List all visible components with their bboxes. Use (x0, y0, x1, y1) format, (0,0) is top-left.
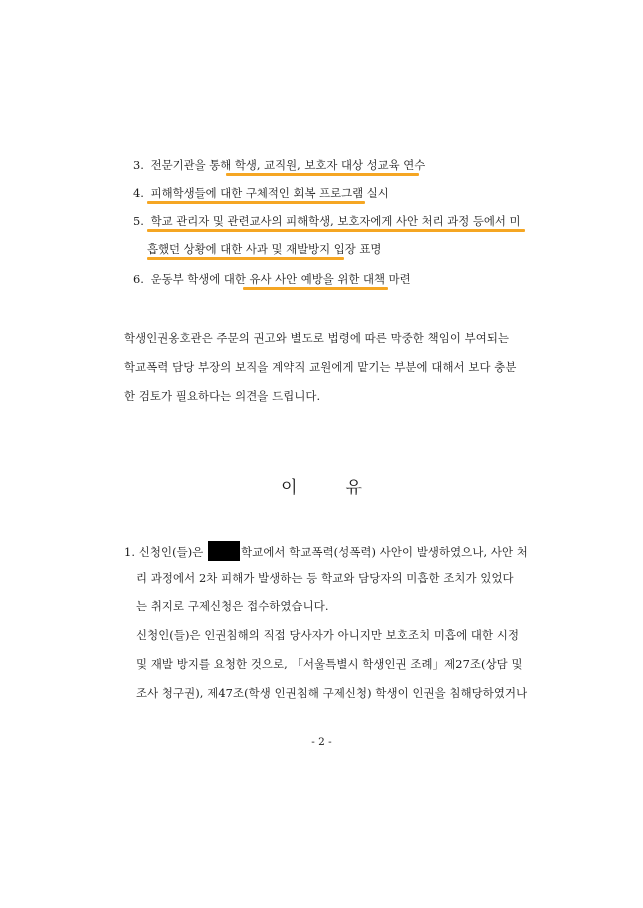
opinion-line-1: 학생인권옹호관은 주문의 권고와 별도로 법령에 따른 막중한 책임이 부여되는 (124, 331, 510, 345)
highlight-underline (147, 257, 344, 260)
opinion-line-3: 한 검토가 필요하다는 의견을 드립니다. (124, 389, 321, 403)
opinion-line-2: 학교폭력 담당 부장의 보직을 계약직 교원에게 맡기는 부분에 대해서 보다 충분 (124, 360, 517, 374)
reason-line-5: 및 재발 방지를 요청한 것으로, 「서울특별시 학생인권 조례」제27조(상담 및 (136, 657, 523, 671)
highlight-underline (147, 229, 525, 232)
page-number: - 2 - (311, 736, 332, 748)
redaction-box (208, 541, 240, 561)
list-item-6: 6. 운동부 학생에 대한 유사 사안 예방을 위한 대책 마련 (133, 272, 411, 286)
highlight-underline (147, 201, 365, 204)
highlighted-text: 학생, 교직원, 보호자 대상 성교육 (234, 158, 400, 172)
list-item-4: 4. 피해학생들에 대한 구체적인 회복 프로그램 실시 (133, 186, 389, 200)
highlighted-text: 흡했던 상황에 대한 사과 및 재발방지 (147, 242, 331, 256)
reason-line-3: 는 취지로 구제신청은 접수하였습니다. (136, 599, 329, 613)
highlighted-text: 학교 관리자 및 관련교사의 피해학생, 보호자에게 사안 처리 과정 등에서 미 (150, 214, 521, 228)
reason-line-4: 신청인(들)은 인권침해의 직접 당사자가 아니지만 보호조치 미흡에 대한 시정 (136, 628, 520, 642)
list-item-5: 5. 학교 관리자 및 관련교사의 피해학생, 보호자에게 사안 처리 과정 등에서 미 (133, 214, 521, 228)
highlight-underline (243, 287, 388, 290)
reason-line-6: 조사 청구권), 제47조(학생 인권침해 구제신청) 학생이 인권을 침해당하였거나 (136, 686, 528, 700)
highlight-underline (226, 173, 419, 176)
highlighted-text: 유사 사안 예방을 위한 대책 (249, 272, 386, 286)
reason-line-1: 1. 신청인(들)은 학교에서 학교폭력(성폭력) 사안이 발생하였으나, 사안 처 (124, 541, 522, 561)
list-item-5-continued: 흡했던 상황에 대한 사과 및 재발방지 입장 표명 (147, 242, 382, 256)
reason-line-2: 리 과정에서 2차 피해가 발생하는 등 학교와 담당자의 미흡한 조치가 있었다 (136, 571, 514, 585)
highlighted-text: 피해학생들에 대한 구체적인 회복 프로그램 (150, 186, 364, 200)
section-title: 이 유 (281, 478, 362, 498)
list-item-3: 3. 전문기관을 통해 학생, 교직원, 보호자 대상 성교육 연수 (133, 158, 426, 172)
